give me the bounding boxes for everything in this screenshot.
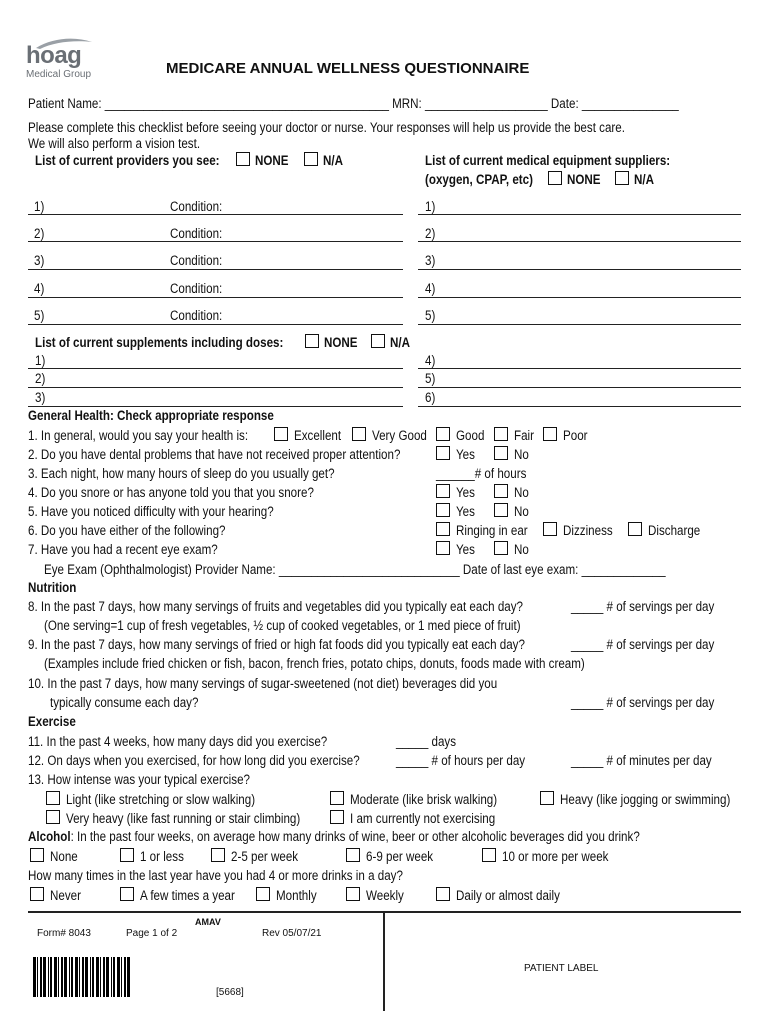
barcode-bar [50, 957, 52, 997]
question-12: 12. On days when you exercised, for how long did you exercise? [28, 753, 360, 768]
equipment-row-number: 1) [425, 199, 436, 214]
supplement-row-number: 3) [35, 390, 46, 405]
health-fair-label: Fair [514, 428, 534, 443]
supplement-line[interactable] [28, 406, 403, 407]
alcohol-none-checkbox[interactable] [30, 848, 44, 862]
barcode-bar [124, 957, 126, 997]
question-5: 5. Have you noticed difficulty with your hearing? [28, 504, 274, 519]
health-excellent-checkbox[interactable] [274, 427, 288, 441]
equipment-line[interactable] [418, 297, 741, 298]
binge-few-times-label: A few times a year [140, 888, 235, 903]
providers-none-label: NONE [255, 153, 289, 168]
alcohol-6-9-label: 6-9 per week [366, 849, 434, 864]
alcohol-2-5-checkbox[interactable] [211, 848, 225, 862]
binge-daily-checkbox[interactable] [436, 887, 450, 901]
providers-heading: List of current providers you see: [35, 153, 220, 168]
fruit-servings-field[interactable]: _____ # of servings per day [571, 599, 715, 614]
barcode-bar [69, 957, 70, 997]
equipment-row-number: 5) [425, 308, 436, 323]
provider-line[interactable] [28, 297, 403, 298]
discharge-label: Discharge [648, 523, 701, 538]
equipment-heading-2: (oxygen, CPAP, etc) [425, 172, 533, 187]
equipment-line[interactable] [418, 241, 741, 242]
question-3: 3. Each night, how many hours of sleep do you usually get? [28, 466, 335, 481]
question-13: 13. How intense was your typical exercise? [28, 772, 250, 787]
logo-subtitle: Medical Group [26, 69, 92, 80]
barcode-bar [64, 957, 67, 997]
ringing-checkbox[interactable] [436, 522, 450, 536]
alcohol-1-or-less-checkbox[interactable] [120, 848, 134, 862]
health-poor-label: Poor [563, 428, 588, 443]
intro-text: Please complete this checklist before seeing your doctor or nurse. Your responses will help us provide the best care. [28, 120, 625, 135]
supplement-row-number: 5) [425, 371, 436, 386]
barcode-bar [117, 957, 120, 997]
hearing-yes-checkbox[interactable] [436, 503, 450, 517]
barcode-bar [111, 957, 112, 997]
binge-daily-label: Daily or almost daily [456, 888, 560, 903]
barcode-bar [90, 957, 91, 997]
question-1: 1. In general, would you say your health is: [28, 428, 249, 443]
intensity-light-label: Light (like stretching or slow walking) [66, 792, 256, 807]
provider-line[interactable] [28, 269, 403, 270]
sleep-hours-field[interactable]: ______# of hours [436, 466, 527, 481]
eye-exam-no-checkbox[interactable] [494, 541, 508, 555]
dental-no-label: No [514, 447, 529, 462]
barcode-number: [5668] [216, 987, 244, 998]
barcode-bar [82, 957, 84, 997]
barcode-bar [33, 957, 36, 997]
equipment-na-checkbox[interactable] [615, 171, 629, 185]
equipment-row-number: 4) [425, 281, 436, 296]
hearing-yes-label: Yes [456, 504, 475, 519]
barcode-bar [48, 957, 49, 997]
binge-few-times-checkbox[interactable] [120, 887, 134, 901]
barcode-bar [54, 957, 57, 997]
barcode-bar [43, 957, 46, 997]
barcode-bar [85, 957, 88, 997]
provider-line[interactable] [28, 241, 403, 242]
question-9: 9. In the past 7 days, how many servings of fried or high fat foods did you typically eat each day? [28, 637, 525, 652]
alcohol-10-plus-checkbox[interactable] [482, 848, 496, 862]
equipment-none-label: NONE [567, 172, 601, 187]
snore-yes-label: Yes [456, 485, 475, 500]
eye-provider-line[interactable]: Eye Exam (Ophthalmologist) Provider Name: ____________________________ Date of last eye exam: _____________ [44, 562, 666, 577]
supplement-row-number: 6) [425, 390, 436, 405]
dental-yes-checkbox[interactable] [436, 446, 450, 460]
equipment-line[interactable] [418, 269, 741, 270]
provider-condition-label: Condition: [170, 226, 223, 241]
intensity-heavy-checkbox[interactable] [540, 791, 554, 805]
intensity-moderate-checkbox[interactable] [330, 791, 344, 805]
form-number: Form# 8043 [37, 928, 91, 939]
provider-row-number: 5) [34, 308, 45, 323]
barcode-bar [121, 957, 122, 997]
barcode-bars [33, 957, 130, 997]
fried-servings-field[interactable]: _____ # of servings per day [571, 637, 715, 652]
barcode [33, 957, 133, 997]
equipment-row-number: 3) [425, 253, 436, 268]
barcode-bar [127, 957, 130, 997]
health-very-good-label: Very Good [372, 428, 427, 443]
binge-monthly-checkbox[interactable] [256, 887, 270, 901]
question-7: 7. Have you had a recent eye exam? [28, 542, 218, 557]
providers-na-checkbox[interactable] [304, 152, 318, 166]
alcohol-10-plus-label: 10 or more per week [502, 849, 609, 864]
health-good-label: Good [456, 428, 485, 443]
footer-vertical-divider [383, 913, 385, 1011]
question-2: 2. Do you have dental problems that have not received proper attention? [28, 447, 401, 462]
equipment-row-number: 2) [425, 226, 436, 241]
equipment-line[interactable] [418, 214, 741, 215]
supplement-line[interactable] [418, 406, 741, 407]
intensity-moderate-label: Moderate (like brisk walking) [350, 792, 498, 807]
dizziness-checkbox[interactable] [543, 522, 557, 536]
supplement-line[interactable] [418, 368, 741, 369]
question-4: 4. Do you snore or has anyone told you that you snore? [28, 485, 314, 500]
barcode-bar [79, 957, 80, 997]
form-code: AMAV [195, 917, 221, 927]
provider-condition-label: Condition: [170, 308, 223, 323]
provider-condition-label: Condition: [170, 199, 223, 214]
intensity-very-heavy-checkbox[interactable] [46, 810, 60, 824]
nutrition-heading: Nutrition [28, 580, 77, 595]
barcode-bar [103, 957, 105, 997]
barcode-bar [37, 957, 38, 997]
alcohol-2-5-label: 2-5 per week [231, 849, 299, 864]
question-9-note: (Examples include fried chicken or fish, bacon, french fries, potato chips, donuts, foods made with cream) [44, 656, 585, 671]
provider-line[interactable] [28, 324, 403, 325]
barcode-bar [100, 957, 101, 997]
alcohol-6-9-checkbox[interactable] [346, 848, 360, 862]
alcohol-label: Alcohol [28, 829, 71, 844]
supplement-line[interactable] [28, 368, 403, 369]
alcohol-none-label: None [50, 849, 78, 864]
snore-no-checkbox[interactable] [494, 484, 508, 498]
patient-info-line: Patient Name: ____________________________________________ MRN: ___________________ Date: _______________ [28, 96, 679, 111]
provider-row-number: 3) [34, 253, 45, 268]
provider-row-number: 2) [34, 226, 45, 241]
intensity-very-heavy-label: Very heavy (like fast running or stair climbing) [66, 811, 301, 826]
question-11: 11. In the past 4 weeks, how many days did you exercise? [28, 734, 328, 749]
health-poor-checkbox[interactable] [543, 427, 557, 441]
snore-yes-checkbox[interactable] [436, 484, 450, 498]
logo-name: hoag [26, 42, 82, 69]
binge-monthly-label: Monthly [276, 888, 317, 903]
supplement-row-number: 2) [35, 371, 46, 386]
intensity-none-label: I am currently not exercising [350, 811, 496, 826]
ringing-label: Ringing in ear [456, 523, 528, 538]
health-fair-checkbox[interactable] [494, 427, 508, 441]
dizziness-label: Dizziness [563, 523, 613, 538]
barcode-bar [106, 957, 109, 997]
revision-date: Rev 05/07/21 [262, 928, 322, 939]
binge-weekly-label: Weekly [366, 888, 404, 903]
alcohol-question-text: : In the past four weeks, on average how many drinks of wine, beer or other alcoholic beverages did you drink? [70, 829, 640, 844]
exercise-heading: Exercise [28, 714, 76, 729]
dental-yes-label: Yes [456, 447, 475, 462]
barcode-bar [71, 957, 73, 997]
supplements-none-label: NONE [324, 335, 358, 350]
binge-never-label: Never [50, 888, 81, 903]
providers-none-checkbox[interactable] [236, 152, 250, 166]
supplement-line[interactable] [418, 387, 741, 388]
providers-na-label: N/A [323, 153, 343, 168]
barcode-bar [58, 957, 59, 997]
question-10-cont: typically consume each day? [50, 695, 199, 710]
eye-exam-yes-label: Yes [456, 542, 475, 557]
intensity-heavy-label: Heavy (like jogging or swimming) [560, 792, 731, 807]
provider-condition-label: Condition: [170, 281, 223, 296]
eye-exam-yes-checkbox[interactable] [436, 541, 450, 555]
equipment-na-label: N/A [634, 172, 654, 187]
supplement-line[interactable] [28, 387, 403, 388]
equipment-heading: List of current medical equipment suppliers: [425, 153, 671, 168]
alcohol-1-or-less-label: 1 or less [140, 849, 184, 864]
barcode-bar [96, 957, 99, 997]
provider-row-number: 4) [34, 281, 45, 296]
hearing-no-checkbox[interactable] [494, 503, 508, 517]
alcohol-question [28, 829, 640, 845]
question-10: 10. In the past 7 days, how many servings of sugar-sweetened (not diet) beverages did you [28, 676, 498, 691]
barcode-bar [92, 957, 94, 997]
barcode-bar [40, 957, 42, 997]
exercise-hours-field[interactable]: _____ # of hours per day [396, 753, 526, 768]
supplements-heading: List of current supplements including doses: [35, 335, 284, 350]
binge-never-checkbox[interactable] [30, 887, 44, 901]
supplement-row-number: 1) [35, 353, 46, 368]
discharge-checkbox[interactable] [628, 522, 642, 536]
sugar-servings-field[interactable]: _____ # of servings per day [571, 695, 715, 710]
question-8: 8. In the past 7 days, how many servings of fruits and vegetables did you typically eat each day? [28, 599, 524, 614]
barcode-bar [61, 957, 63, 997]
exercise-days-field[interactable]: _____ days [396, 734, 457, 749]
supplement-row-number: 4) [425, 353, 436, 368]
provider-line[interactable] [28, 214, 403, 215]
page-title: MEDICARE ANNUAL WELLNESS QUESTIONNAIRE [166, 60, 530, 77]
exercise-minutes-field[interactable]: _____ # of minutes per day [571, 753, 712, 768]
intensity-none-checkbox[interactable] [330, 810, 344, 824]
equipment-line[interactable] [418, 324, 741, 325]
eye-exam-no-label: No [514, 542, 529, 557]
provider-condition-label: Condition: [170, 253, 223, 268]
hoag-logo [26, 36, 96, 86]
intro-text-2: We will also perform a vision test. [28, 136, 201, 151]
question-8-note: (One serving=1 cup of fresh vegetables, ½ cup of cooked vegetables, or 1 med piece of fruit) [44, 618, 521, 633]
binge-weekly-checkbox[interactable] [346, 887, 360, 901]
snore-no-label: No [514, 485, 529, 500]
page-number: Page 1 of 2 [126, 928, 178, 939]
barcode-bar [113, 957, 115, 997]
health-good-checkbox[interactable] [436, 427, 450, 441]
dental-no-checkbox[interactable] [494, 446, 508, 460]
intensity-light-checkbox[interactable] [46, 791, 60, 805]
patient-label-area: PATIENT LABEL [524, 963, 599, 974]
supplements-na-label: N/A [390, 335, 410, 350]
barcode-bar [75, 957, 78, 997]
supplements-na-checkbox[interactable] [371, 334, 385, 348]
question-6: 6. Do you have either of the following? [28, 523, 226, 538]
provider-row-number: 1) [34, 199, 45, 214]
hearing-no-label: No [514, 504, 529, 519]
binge-question: How many times in the last year have you had 4 or more drinks in a day? [28, 868, 403, 883]
supplements-none-checkbox[interactable] [305, 334, 319, 348]
health-very-good-checkbox[interactable] [352, 427, 366, 441]
general-health-heading: General Health: Check appropriate response [28, 408, 274, 423]
equipment-none-checkbox[interactable] [548, 171, 562, 185]
health-excellent-label: Excellent [294, 428, 342, 443]
